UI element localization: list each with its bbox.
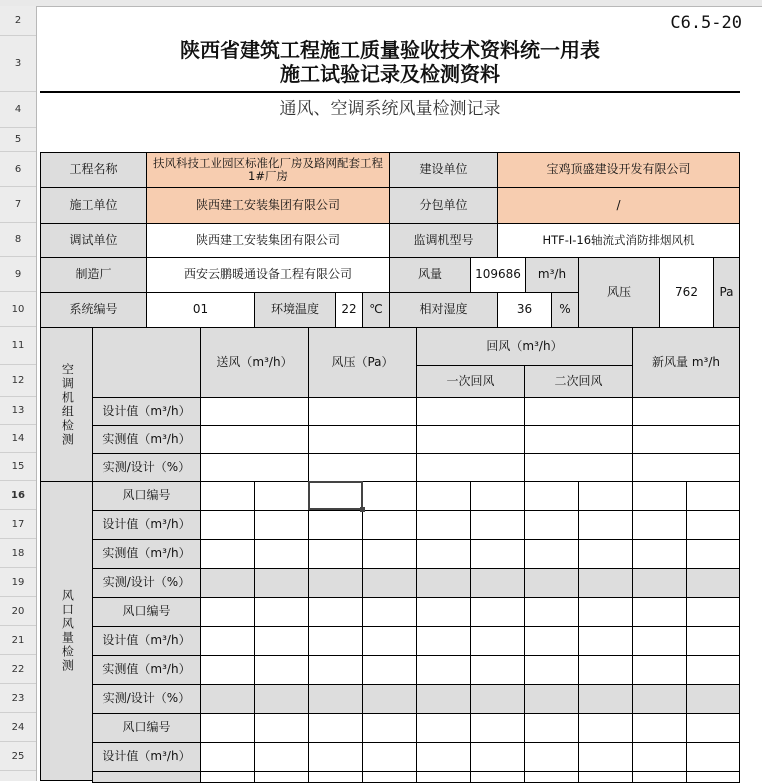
label-builder: 建设单位 [389, 152, 498, 188]
ahu-col-supply: 送风（m³/h） [200, 327, 309, 398]
outlet-row-design: 设计值（m³/h） [92, 510, 201, 540]
row-number[interactable]: 6 [14, 164, 22, 175]
ahu-row-design: 设计值（m³/h） [92, 397, 201, 426]
outlet-data-cell[interactable] [578, 597, 633, 627]
label-constructor: 施工单位 [40, 187, 147, 224]
column-header-bar[interactable] [0, 0, 762, 7]
ahu-data-cell[interactable] [632, 425, 740, 454]
row-number[interactable]: 14 [11, 433, 25, 444]
row-number[interactable]: 3 [14, 58, 22, 69]
row-number[interactable]: 18 [11, 548, 25, 559]
outlet-data-cell[interactable] [416, 626, 471, 656]
outlet-data-cell[interactable] [416, 597, 471, 627]
outlet-data-cell[interactable] [254, 597, 309, 627]
outlet-row-design: 设计值（m³/h） [92, 742, 201, 772]
outlet-data-cell[interactable] [416, 742, 471, 772]
label-manufacturer: 制造厂 [40, 257, 147, 293]
ahu-data-cell[interactable] [524, 397, 633, 426]
outlet-data-cell[interactable] [524, 626, 579, 656]
outlet-data-cell[interactable] [362, 597, 417, 627]
form-code: C6.5-20 [670, 13, 742, 34]
row-number[interactable]: 9 [14, 269, 22, 280]
value-constructor[interactable]: 陕西建工安装集团有限公司 [146, 187, 390, 224]
outlet-group-label [40, 481, 93, 781]
row-number[interactable]: 2 [14, 15, 22, 26]
outlet-data-cell[interactable] [578, 742, 633, 772]
outlet-data-cell[interactable] [524, 713, 579, 743]
outlet-data-cell[interactable] [578, 568, 633, 598]
outlet-data-cell[interactable] [686, 539, 740, 569]
outlet-data-cell[interactable] [686, 742, 740, 772]
outlet-data-cell[interactable] [686, 568, 740, 598]
label-project-name: 工程名称 [40, 152, 147, 188]
outlet-data-cell[interactable] [200, 684, 255, 714]
row-number[interactable]: 23 [11, 693, 25, 704]
row-number[interactable]: 10 [11, 304, 25, 315]
outlet-data-cell[interactable] [632, 771, 687, 783]
outlet-data-cell[interactable] [524, 771, 579, 783]
outlet-data-cell[interactable] [254, 568, 309, 598]
outlet-data-cell[interactable] [362, 742, 417, 772]
label-humidity: 相对湿度 [389, 292, 498, 328]
outlet-row-ratio: 实测/设计（%） [92, 684, 201, 714]
value-subcontractor[interactable]: / [497, 187, 740, 224]
ahu-data-cell[interactable] [200, 397, 309, 426]
outlet-data-cell[interactable] [416, 684, 471, 714]
outlet-data-cell[interactable] [686, 713, 740, 743]
outlet-data-cell[interactable] [470, 684, 525, 714]
row-number[interactable]: 16 [11, 490, 25, 501]
row-number[interactable]: 22 [11, 664, 25, 675]
outlet-data-cell[interactable] [200, 510, 255, 540]
ahu-data-cell[interactable] [416, 397, 525, 426]
outlet-data-cell[interactable] [578, 626, 633, 656]
outlet-data-cell[interactable] [578, 771, 633, 783]
row-number[interactable]: 8 [14, 234, 22, 245]
outlet-data-cell[interactable] [254, 655, 309, 685]
outlet-data-cell[interactable] [632, 481, 687, 511]
outlet-data-cell[interactable] [470, 510, 525, 540]
outlet-data-cell[interactable] [578, 539, 633, 569]
ahu-data-cell[interactable] [200, 453, 309, 482]
ahu-row-measured: 实测值（m³/h） [92, 425, 201, 454]
row-number[interactable]: 25 [11, 751, 25, 762]
outlet-data-cell[interactable] [632, 626, 687, 656]
ahu-col-fresh: 新风量 m³/h [632, 327, 740, 398]
ahu-data-cell[interactable] [308, 425, 417, 454]
outlet-data-cell[interactable] [362, 539, 417, 569]
outlet-data-cell[interactable] [254, 742, 309, 772]
outlet-data-cell[interactable] [254, 684, 309, 714]
outlet-data-cell[interactable] [308, 539, 363, 569]
outlet-data-cell[interactable] [200, 481, 255, 511]
unit-air-pressure: Pa [713, 257, 740, 328]
outlet-data-cell[interactable] [200, 742, 255, 772]
outlet-row-measured: 实测值（m³/h） [92, 539, 201, 569]
form-title-line1: 陕西省建筑工程施工质量验收技术资料统一用表 [180, 38, 600, 62]
outlet-data-cell[interactable] [200, 626, 255, 656]
outlet-data-cell[interactable] [308, 597, 363, 627]
unit-humidity: % [551, 292, 579, 328]
label-fan-model: 监调机型号 [389, 223, 498, 258]
row-number[interactable]: 4 [14, 104, 22, 115]
outlet-data-cell[interactable] [632, 510, 687, 540]
outlet-data-cell[interactable] [632, 597, 687, 627]
label-subcontractor: 分包单位 [389, 187, 498, 224]
value-builder[interactable]: 宝鸡顶盛建设开发有限公司 [497, 152, 740, 188]
outlet-data-cell[interactable] [416, 713, 471, 743]
outlet-data-cell[interactable] [362, 626, 417, 656]
outlet-data-cell[interactable] [470, 742, 525, 772]
outlet-data-cell[interactable] [686, 626, 740, 656]
outlet-data-cell[interactable] [578, 481, 633, 511]
ahu-data-cell[interactable] [632, 453, 740, 482]
outlet-data-cell[interactable] [470, 539, 525, 569]
outlet-row-design: 设计值（m³/h） [92, 626, 201, 656]
ahu-header-blank [92, 327, 201, 398]
value-humidity[interactable]: 36 [497, 292, 552, 328]
outlet-row-measured: 实测值（m³/h） [92, 655, 201, 685]
ahu-col-pressure: 风压（Pa） [308, 327, 417, 398]
outlet-data-cell[interactable] [632, 684, 687, 714]
outlet-data-cell[interactable] [470, 655, 525, 685]
fill-handle[interactable] [360, 507, 365, 512]
value-manufacturer[interactable]: 西安云鹏暖通设备工程有限公司 [146, 257, 390, 293]
outlet-data-cell[interactable] [686, 510, 740, 540]
row-number[interactable]: 21 [11, 635, 25, 646]
outlet-data-cell[interactable] [254, 539, 309, 569]
row-number[interactable]: 17 [11, 519, 25, 530]
outlet-data-cell[interactable] [470, 713, 525, 743]
outlet-data-cell[interactable] [308, 655, 363, 685]
outlet-data-cell[interactable] [470, 771, 525, 783]
outlet-data-cell[interactable] [416, 771, 471, 783]
outlet-data-cell[interactable] [254, 510, 309, 540]
ahu-data-cell[interactable] [416, 425, 525, 454]
outlet-data-cell[interactable] [524, 481, 579, 511]
outlet-row-no: 风口编号 [92, 713, 201, 743]
outlet-data-cell[interactable] [308, 568, 363, 598]
outlet-data-cell[interactable] [416, 510, 471, 540]
outlet-data-cell[interactable] [254, 713, 309, 743]
ahu-data-cell[interactable] [632, 397, 740, 426]
outlet-data-cell[interactable] [578, 655, 633, 685]
ahu-col-return2: 二次回风 [524, 365, 633, 398]
outlet-data-cell[interactable] [524, 655, 579, 685]
label-system-no: 系统编号 [40, 292, 147, 328]
outlet-data-cell[interactable] [686, 655, 740, 685]
row-divider [0, 770, 36, 771]
form-subtitle: 通风、空调系统风量检测记录 [279, 99, 501, 120]
row-number[interactable]: 12 [11, 375, 25, 386]
outlet-row-ratio: 实测/设计（%） [92, 568, 201, 598]
ahu-group-label [40, 327, 93, 482]
outlet-data-cell[interactable] [470, 481, 525, 511]
outlet-data-cell[interactable] [416, 539, 471, 569]
outlet-data-cell[interactable] [578, 684, 633, 714]
title-rule [40, 91, 740, 93]
outlet-data-cell[interactable] [632, 539, 687, 569]
outlet-data-cell[interactable] [524, 742, 579, 772]
ahu-data-cell[interactable] [308, 453, 417, 482]
value-commissioning[interactable]: 陕西建工安装集团有限公司 [146, 223, 390, 258]
row-number[interactable]: 7 [14, 199, 22, 210]
form-title-line2: 施工试验记录及检测资料 [280, 62, 500, 86]
outlet-data-cell[interactable] [686, 684, 740, 714]
outlet-data-cell[interactable] [308, 510, 363, 540]
outlet-data-cell[interactable] [200, 655, 255, 685]
label-ambient-temp: 环境温度 [254, 292, 336, 328]
outlet-data-cell[interactable] [632, 742, 687, 772]
ahu-group-text: 空调机组检测 [60, 362, 75, 447]
outlet-row-no: 风口编号 [92, 597, 201, 627]
ahu-data-cell[interactable] [524, 453, 633, 482]
outlet-data-cell[interactable] [470, 568, 525, 598]
selected-cell[interactable] [308, 481, 363, 510]
ahu-data-cell[interactable] [524, 425, 633, 454]
outlet-data-cell[interactable] [254, 626, 309, 656]
outlet-data-cell[interactable] [200, 713, 255, 743]
outlet-data-cell[interactable] [524, 539, 579, 569]
outlet-data-cell[interactable] [362, 684, 417, 714]
outlet-data-cell[interactable] [416, 481, 471, 511]
value-ambient-temp[interactable]: 22 [335, 292, 363, 328]
value-fan-model[interactable]: HTF-I-16轴流式消防排烟风机 [497, 223, 740, 258]
label-air-pressure: 风压 [578, 257, 660, 328]
ahu-col-return1: 一次回风 [416, 365, 525, 398]
outlet-data-cell[interactable] [254, 481, 309, 511]
outlet-data-cell[interactable] [308, 742, 363, 772]
row-number[interactable]: 19 [11, 577, 25, 588]
outlet-data-cell[interactable] [686, 481, 740, 511]
outlet-data-cell[interactable] [308, 713, 363, 743]
row-number[interactable]: 15 [11, 461, 25, 472]
outlet-data-cell[interactable] [200, 568, 255, 598]
value-air-pressure[interactable]: 762 [659, 257, 714, 328]
outlet-row-no: 风口编号 [92, 481, 201, 511]
ahu-col-return: 回风（m³/h） [416, 327, 633, 366]
unit-air-volume: m³/h [525, 257, 579, 293]
outlet-data-cell[interactable] [200, 539, 255, 569]
ahu-data-cell[interactable] [200, 425, 309, 454]
row-number[interactable]: 24 [11, 722, 25, 733]
outlet-data-cell[interactable] [362, 481, 417, 511]
ahu-data-cell[interactable] [308, 397, 417, 426]
outlet-data-cell[interactable] [686, 597, 740, 627]
outlet-data-cell[interactable] [470, 597, 525, 627]
outlet-data-cell[interactable] [254, 771, 309, 783]
outlet-data-cell[interactable] [362, 713, 417, 743]
outlet-data-cell[interactable] [200, 771, 255, 783]
label-commissioning: 调试单位 [40, 223, 147, 258]
outlet-data-cell[interactable] [362, 655, 417, 685]
row-number[interactable]: 11 [11, 340, 25, 351]
outlet-data-cell[interactable] [200, 597, 255, 627]
value-system-no[interactable]: 01 [146, 292, 255, 328]
outlet-data-cell[interactable] [578, 510, 633, 540]
ahu-row-ratio: 实测/设计（%） [92, 453, 201, 482]
outlet-data-cell[interactable] [578, 713, 633, 743]
value-project-name[interactable]: 扶风科技工业园区标准化厂房及路网配套工程 1#厂房 [146, 152, 390, 188]
outlet-data-cell[interactable] [524, 510, 579, 540]
row-number[interactable]: 5 [14, 134, 22, 145]
outlet-data-cell[interactable] [308, 626, 363, 656]
outlet-data-cell[interactable] [416, 568, 471, 598]
outlet-data-cell[interactable] [308, 684, 363, 714]
value-air-volume[interactable]: 109686 [470, 257, 526, 293]
outlet-data-cell[interactable] [362, 510, 417, 540]
outlet-data-cell[interactable] [308, 771, 363, 783]
outlet-data-cell[interactable] [524, 597, 579, 627]
outlet-data-cell[interactable] [416, 655, 471, 685]
outlet-data-cell[interactable] [632, 713, 687, 743]
row-number[interactable]: 13 [11, 405, 25, 416]
outlet-group-text: 风口风量检测 [60, 589, 75, 673]
outlet-data-cell[interactable] [632, 568, 687, 598]
row-number[interactable]: 20 [11, 606, 25, 617]
outlet-data-cell[interactable] [362, 568, 417, 598]
outlet-data-cell[interactable] [362, 771, 417, 783]
outlet-data-cell[interactable] [632, 655, 687, 685]
outlet-row-measured [92, 771, 201, 783]
outlet-data-cell[interactable] [524, 684, 579, 714]
outlet-data-cell[interactable] [686, 771, 740, 783]
outlet-data-cell[interactable] [524, 568, 579, 598]
ahu-data-cell[interactable] [416, 453, 525, 482]
unit-temp: ℃ [362, 292, 390, 328]
label-air-volume: 风量 [389, 257, 471, 293]
outlet-data-cell[interactable] [470, 626, 525, 656]
